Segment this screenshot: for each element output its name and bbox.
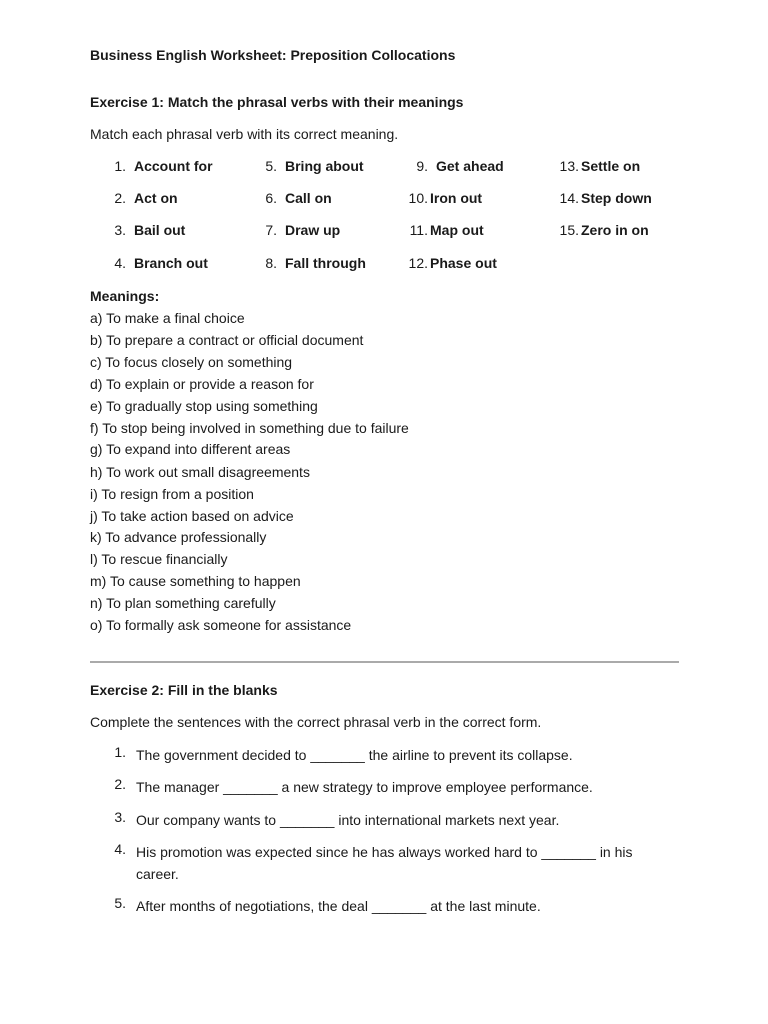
sentence-text: The government decided to _______ the airline to prevent its collapse. [136,747,573,763]
sentence-text: The manager _______ a new strategy to improve employee performance. [136,779,593,795]
verb-item [90,222,185,238]
verb-text: Map out [430,222,484,238]
verb-item [392,190,482,206]
verb-item [543,222,649,238]
sentence-text: After months of negotiations, the deal _______ at the last minute. [136,898,541,914]
meaning-item: c) To focus closely on something [90,354,293,370]
verb-item [392,255,497,271]
verb-text: Act on [134,190,178,206]
verb-text: Account for [134,158,213,174]
verb-item [90,255,208,271]
exercise2-heading: Exercise 2: Fill in the blanks [90,682,278,698]
verb-text: Draw up [285,222,341,238]
verb-number: 5. [265,158,277,174]
verb-text: Step down [581,190,652,206]
meaning-item: f) To stop being involved in something due to failure [90,420,409,436]
verb-number: 6. [265,190,277,206]
verb-item [241,190,332,206]
sentence-number: 2. [114,776,126,792]
verb-item [241,158,364,174]
verb-item [241,222,340,238]
meaning-item: o) To formally ask someone for assistance [90,617,352,633]
sentence-number: 5. [114,895,126,911]
sentence-text: Our company wants to _______ into international markets next year. [136,812,560,828]
meaning-item: h) To work out small disagreements [90,464,310,480]
verb-text: Fall through [285,255,366,271]
sentence-text: His promotion was expected since he has always worked hard to _______ in his career. [136,844,633,882]
verb-text: Call on [285,190,332,206]
section-divider [90,661,679,663]
verb-item [241,255,366,271]
meaning-item: d) To explain or provide a reason for [90,376,314,392]
meanings-heading: Meanings: [90,288,160,304]
meaning-item: m) To cause something to happen [90,573,301,589]
verb-item [90,190,178,206]
meaning-item: e) To gradually stop using something [90,398,318,414]
verb-number: 15. [559,222,579,238]
exercise1-instruction: Match each phrasal verb with its correct meaning. [90,126,399,142]
verb-text: Branch out [134,255,208,271]
verb-number: 14. [559,190,579,206]
worksheet-title: Business English Worksheet: Preposition Collocations [90,47,456,63]
meaning-item: j) To take action based on advice [90,508,294,524]
sentence-number: 1. [114,744,126,760]
exercise2-instruction: Complete the sentences with the correct phrasal verb in the correct form. [90,714,542,730]
verb-text: Settle on [581,158,641,174]
verb-item [543,158,640,174]
verb-number: 10. [408,190,428,206]
meaning-item: n) To plan something carefully [90,595,276,611]
verb-item [543,190,652,206]
meaning-item: g) To expand into different areas [90,441,291,457]
verb-number: 3. [114,222,126,238]
sentence-number: 3. [114,809,126,825]
verb-number: 8. [265,255,277,271]
verb-number: 12. [408,255,428,271]
verb-number: 7. [265,222,277,238]
verb-number: 2. [114,190,126,206]
meaning-item: l) To rescue financially [90,551,228,567]
verb-item [90,158,213,174]
meaning-item: i) To resign from a position [90,486,254,502]
verb-text: Bring about [285,158,364,174]
verb-text: Iron out [430,190,483,206]
verb-text: Bail out [134,222,186,238]
meaning-item: k) To advance professionally [90,529,267,545]
exercise1-heading: Exercise 1: Match the phrasal verbs with their meanings [90,94,464,110]
verb-item [392,222,484,238]
sentence-number: 4. [114,841,126,857]
meaning-item: b) To prepare a contract or official document [90,332,364,348]
verb-number: 4. [114,255,126,271]
verb-text: Get ahead [436,158,504,174]
verb-item [392,158,504,174]
verb-text: Zero in on [581,222,649,238]
verb-number: 11. [409,222,428,238]
verb-number: 13. [559,158,579,174]
meaning-item: a) To make a final choice [90,310,245,326]
verb-number: 9. [416,158,428,174]
verb-number: 1. [114,158,126,174]
verb-text: Phase out [430,255,497,271]
